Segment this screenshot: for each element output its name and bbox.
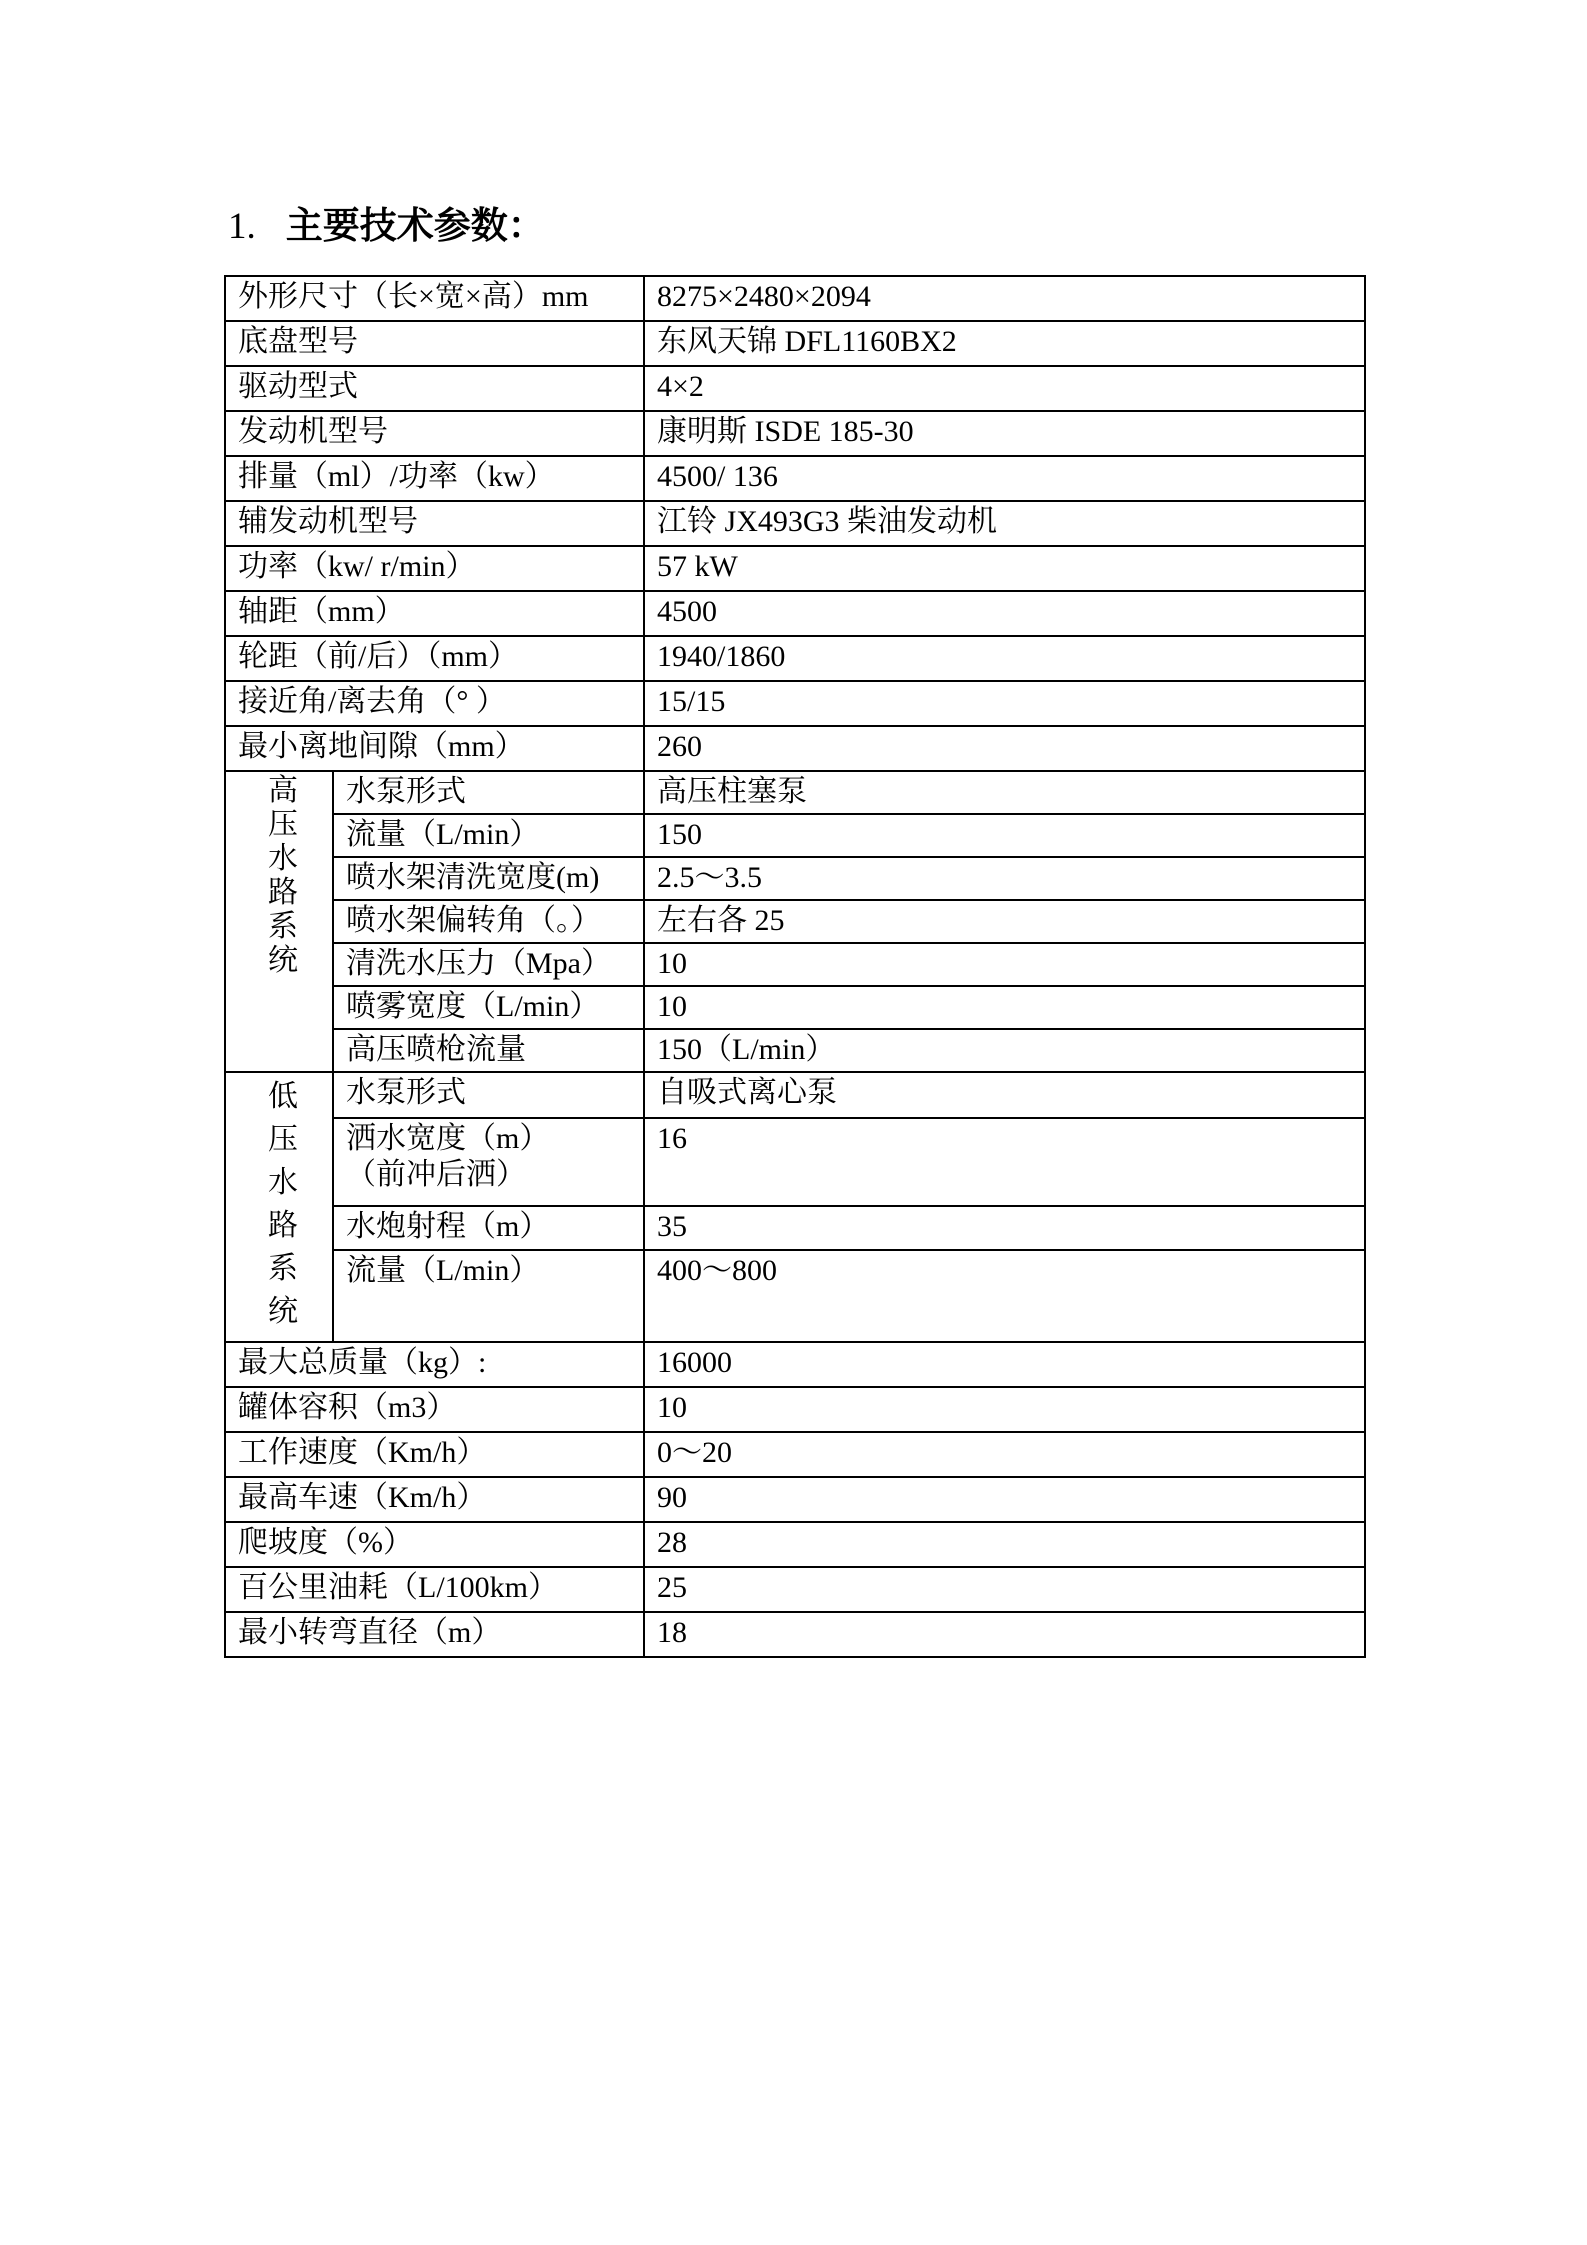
table-row bbox=[225, 1072, 1365, 1118]
spec-label-cell: 水泵形式 bbox=[333, 771, 644, 814]
spec-table bbox=[224, 275, 1366, 1658]
spec-value-cell: 左右各 25 bbox=[644, 900, 1365, 943]
table-row bbox=[225, 857, 1365, 900]
spec-value-cell: 高压柱塞泵 bbox=[644, 771, 1365, 814]
spec-label-line: 洒水宽度（m） bbox=[346, 1122, 550, 1155]
title-text: 主要技术参数： bbox=[285, 206, 545, 247]
spec-label-cell: 最小转弯直径（m） bbox=[225, 1612, 644, 1657]
spec-value-cell: 江铃 JX493G3 柴油发动机 bbox=[644, 501, 1365, 546]
table-row bbox=[225, 814, 1365, 857]
table-row bbox=[225, 771, 1365, 814]
spec-value-cell: 16 bbox=[644, 1118, 1365, 1206]
spec-label-cell: 发动机型号 bbox=[225, 411, 644, 456]
spec-value-cell: 2.5～3.5 bbox=[644, 857, 1365, 900]
spec-label-cell: 高压喷枪流量 bbox=[333, 1029, 644, 1072]
table-row bbox=[225, 546, 1365, 591]
table-row bbox=[225, 1206, 1365, 1250]
table-row bbox=[225, 986, 1365, 1029]
table-row bbox=[225, 501, 1365, 546]
spec-value-cell: 150（L/min） bbox=[644, 1029, 1365, 1072]
group-label-cell-low-pressure bbox=[225, 1072, 333, 1342]
spec-label-cell: 爬坡度（%） bbox=[225, 1522, 644, 1567]
spec-label-cell: 水炮射程（m） bbox=[333, 1206, 644, 1250]
title-number: 1. bbox=[228, 206, 256, 247]
table-row bbox=[225, 591, 1365, 636]
group-char: 水 bbox=[268, 1166, 298, 1199]
group-char: 路 bbox=[268, 1209, 298, 1242]
table-row bbox=[225, 411, 1365, 456]
spec-label-cell: 罐体容积（m3） bbox=[225, 1387, 644, 1432]
spec-label-cell: 辅发动机型号 bbox=[225, 501, 644, 546]
table-row bbox=[225, 636, 1365, 681]
table-row bbox=[225, 1432, 1365, 1477]
spec-value-cell: 自吸式离心泵 bbox=[644, 1072, 1365, 1118]
table-row bbox=[225, 1342, 1365, 1387]
group-char: 路 bbox=[268, 876, 298, 909]
group-char: 系 bbox=[268, 1252, 298, 1285]
spec-label-cell: 工作速度（Km/h） bbox=[225, 1432, 644, 1477]
spec-label-cell: 百公里油耗（L/100km） bbox=[225, 1567, 644, 1612]
spec-value-cell: 90 bbox=[644, 1477, 1365, 1522]
group-char: 高 bbox=[268, 774, 298, 807]
table-row bbox=[225, 321, 1365, 366]
spec-label-cell: 流量（L/min） bbox=[333, 814, 644, 857]
spec-label-cell: 最大总质量（kg）: bbox=[225, 1342, 644, 1387]
spec-value-cell: 康明斯 ISDE 185-30 bbox=[644, 411, 1365, 456]
spec-label-cell: 水泵形式 bbox=[333, 1072, 644, 1118]
spec-label-cell: 最高车速（Km/h） bbox=[225, 1477, 644, 1522]
spec-value-cell: 10 bbox=[644, 1387, 1365, 1432]
table-row bbox=[225, 1477, 1365, 1522]
spec-label-cell: 接近角/离去角（° ） bbox=[225, 681, 644, 726]
table-row bbox=[225, 943, 1365, 986]
table-row bbox=[225, 276, 1365, 321]
spec-value-cell: 1940/1860 bbox=[644, 636, 1365, 681]
spec-label-cell: 流量（L/min） bbox=[333, 1250, 644, 1342]
table-row bbox=[225, 726, 1365, 771]
group-char: 统 bbox=[268, 944, 298, 977]
spec-label-cell bbox=[333, 1118, 644, 1206]
spec-value-cell: 18 bbox=[644, 1612, 1365, 1657]
spec-label-cell: 喷水架清洗宽度(m) bbox=[333, 857, 644, 900]
vertical-label bbox=[238, 774, 328, 978]
table-row bbox=[225, 1522, 1365, 1567]
spec-value-cell: 57 kW bbox=[644, 546, 1365, 591]
table-row bbox=[225, 681, 1365, 726]
spec-label-cell: 轮距（前/后）（mm） bbox=[225, 636, 644, 681]
spec-value-cell: 4500/ 136 bbox=[644, 456, 1365, 501]
spec-value-cell: 35 bbox=[644, 1206, 1365, 1250]
spec-value-cell: 260 bbox=[644, 726, 1365, 771]
table-row bbox=[225, 1612, 1365, 1657]
group-char: 统 bbox=[268, 1295, 298, 1328]
spec-value-cell: 4500 bbox=[644, 591, 1365, 636]
page-title bbox=[228, 204, 545, 250]
spec-value-cell: 28 bbox=[644, 1522, 1365, 1567]
table-row bbox=[225, 456, 1365, 501]
spec-value-cell: 10 bbox=[644, 986, 1365, 1029]
spec-value-cell: 400～800 bbox=[644, 1250, 1365, 1342]
spec-value-cell: 150 bbox=[644, 814, 1365, 857]
group-char: 水 bbox=[268, 842, 298, 875]
table-row bbox=[225, 366, 1365, 411]
spec-label-cell: 排量（ml）/功率（kw） bbox=[225, 456, 644, 501]
group-char: 压 bbox=[268, 808, 298, 841]
spec-value-cell: 25 bbox=[644, 1567, 1365, 1612]
spec-label-cell: 喷水架偏转角（。） bbox=[333, 900, 644, 943]
table-row bbox=[225, 1118, 1365, 1206]
table-row bbox=[225, 900, 1365, 943]
spec-value-cell: 东风天锦 DFL1160BX2 bbox=[644, 321, 1365, 366]
spec-label-cell: 清洗水压力（Mpa） bbox=[333, 943, 644, 986]
spec-label-cell: 最小离地间隙（mm） bbox=[225, 726, 644, 771]
spec-value-cell: 4×2 bbox=[644, 366, 1365, 411]
spec-value-cell: 0～20 bbox=[644, 1432, 1365, 1477]
spec-label-cell: 驱动型式 bbox=[225, 366, 644, 411]
spec-label-cell: 轴距（mm） bbox=[225, 591, 644, 636]
spec-label-cell: 功率（kw/ r/min） bbox=[225, 546, 644, 591]
table-row bbox=[225, 1387, 1365, 1432]
group-char: 压 bbox=[268, 1123, 298, 1156]
spec-value-cell: 15/15 bbox=[644, 681, 1365, 726]
spec-label-cell: 喷雾宽度（L/min） bbox=[333, 986, 644, 1029]
table-row bbox=[225, 1029, 1365, 1072]
group-char: 系 bbox=[268, 910, 298, 943]
group-char: 低 bbox=[268, 1080, 298, 1113]
group-label-cell-high-pressure bbox=[225, 771, 333, 1072]
vertical-label bbox=[238, 1075, 328, 1333]
table-row bbox=[225, 1567, 1365, 1612]
spec-label-cell: 底盘型号 bbox=[225, 321, 644, 366]
spec-value-cell: 16000 bbox=[644, 1342, 1365, 1387]
spec-label-cell: 外形尺寸（长×宽×高）mm bbox=[225, 276, 644, 321]
spec-value-cell: 8275×2480×2094 bbox=[644, 276, 1365, 321]
spec-value-cell: 10 bbox=[644, 943, 1365, 986]
table-row bbox=[225, 1250, 1365, 1342]
spec-label-line: （前冲后洒） bbox=[346, 1158, 526, 1191]
